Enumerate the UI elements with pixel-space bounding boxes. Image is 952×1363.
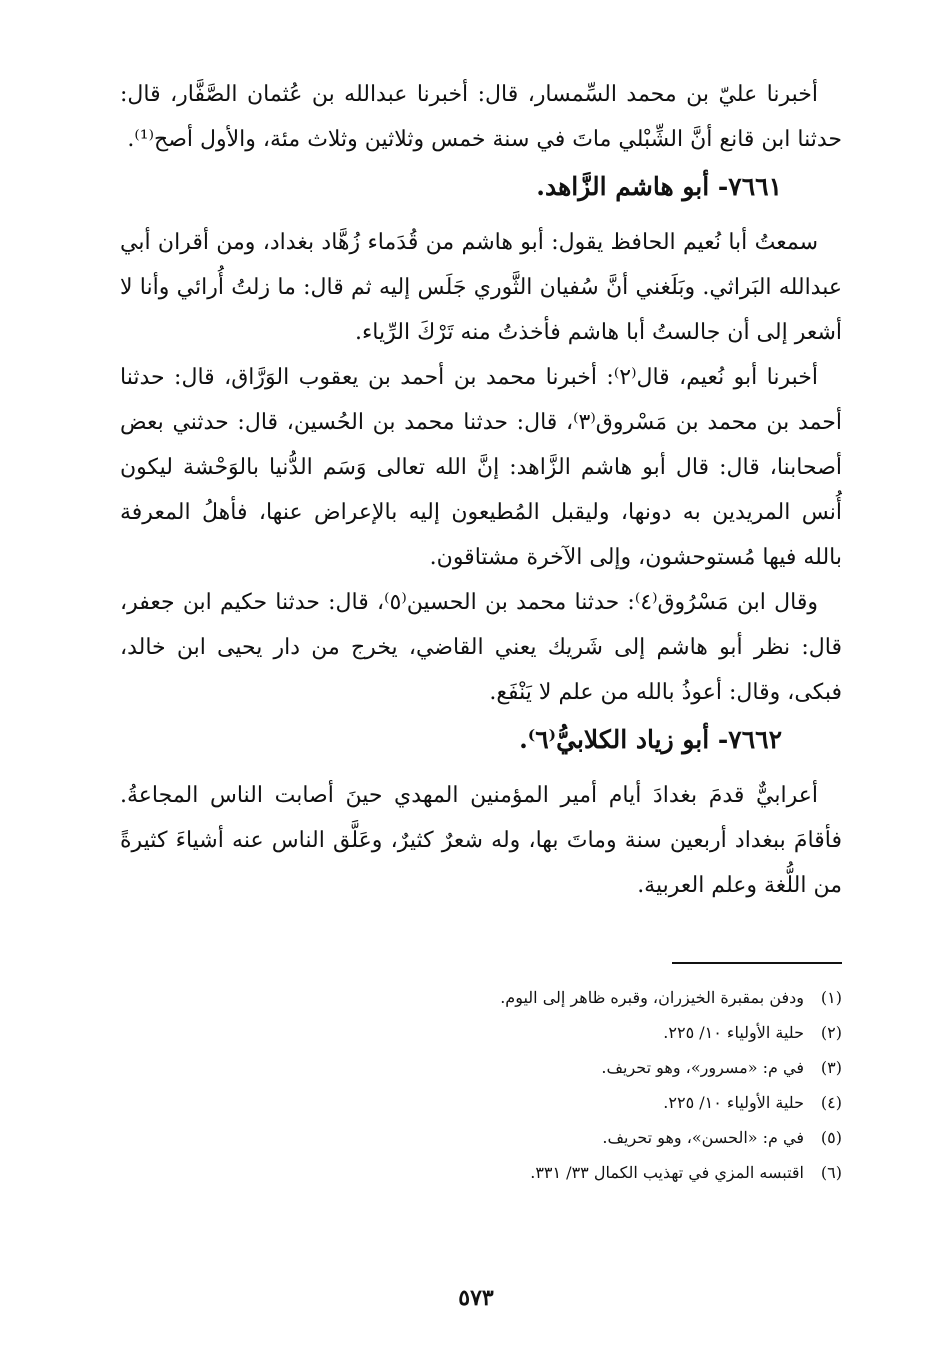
- footnote-divider: [672, 962, 842, 964]
- entry-heading-7662: ٧٦٦٢- أبو زياد الكلابيُّ⁽٦⁾.: [519, 725, 782, 754]
- paragraph-2: سمعتُ أبا نُعيم الحافظ يقول: أبو هاشم من قُدَماء زُهَّاد بغداد، ومن أقران أبي عبدالله البَراثي. وبَلَغني أنَّ سُفيان الثَّوري جَلَس إليه ثم قال: ما زلتُ أُرائي وأنا لا أشعر إلى أن جالستُ أبا هاشم فأخذتُ منه تَرْكَ الرِّياء.: [120, 230, 842, 345]
- paragraph-3: أخبرنا أبو نُعيم، قال⁽٢⁾: أخبرنا محمد بن أحمد بن يعقوب الوَرَّاق، قال: حدثنا أحمد بن محمد بن مَسْروق⁽٣⁾، قال: حدثنا محمد بن الحُسين، قال: حدثني بعض أصحابنا، قال: قال أبو هاشم الزَّاهد: إنَّ الله تعالى وَسَم الدُّنيا بالوَحْشة ليكون أُنس المريدين به دونها، وليقبل المُطيعون إليه بالإعراض عنها، فأهلُ المعرفة بالله فيها مُستوحشون، وإلى الآخرة مشتاقون.: [120, 365, 842, 570]
- paragraph-4: وقال ابن مَسْرُوق⁽٤⁾: حدثنا محمد بن الحسين⁽٥⁾، قال: حدثنا حكيم ابن جعفر، قال: نظر أبو هاشم إلى شَريك يعني القاضي، يخرج من دار يحيى ابن خالد، فبكى، وقال: أعوذُ بالله من علم لا يَنْفَع.: [120, 590, 842, 705]
- footnote-4: (٤)حلية الأولياء ١٠/ ٢٢٥.: [663, 1093, 842, 1112]
- footnote-2: (٢)حلية الأولياء ١٠/ ٢٢٥.: [663, 1023, 842, 1042]
- footnote-1: (١)ودفن بمقبرة الخيزران، وقبره ظاهر إلى اليوم.: [500, 988, 842, 1007]
- main-text: [120, 72, 842, 908]
- entry-heading-7661: ٧٦٦١- أبو هاشم الزَّاهد.: [536, 172, 782, 201]
- paragraph-1: أخبرنا عليّ بن محمد السِّمسار، قال: أخبرنا عبدالله بن عُثمان الصَّفَّار، قال: حدثنا ابن قانع أنَّ الشِّبْلي ماتَ في سنة خمس وثلاثين وثلاث مئة، والأول أصح⁽¹⁾.: [120, 82, 842, 152]
- footnotes: [120, 980, 842, 1190]
- footnote-5: (٥)في م: «الحسن»، وهو تحريف.: [602, 1128, 842, 1147]
- footnote-6: (٦)اقتبسه المزي في تهذيب الكمال ٣٣/ ٣٣١.: [530, 1163, 842, 1182]
- footnote-3: (٣)في م: «مسرور»، وهو تحريف.: [601, 1058, 842, 1077]
- page-number: ٥٧٣: [458, 1285, 494, 1311]
- paragraph-5: أعرابيٌّ قدمَ بغدادَ أيام أمير المؤمنين المهدي حينَ أصابت الناس المجاعةُ. فأقامَ ببغداد أربعين سنة وماتَ بها، وله شعرٌ كثيرٌ، وعَلَّق الناس عنه أشياءَ كثيرةً من اللُّغة وعلم العربية.: [120, 783, 842, 898]
